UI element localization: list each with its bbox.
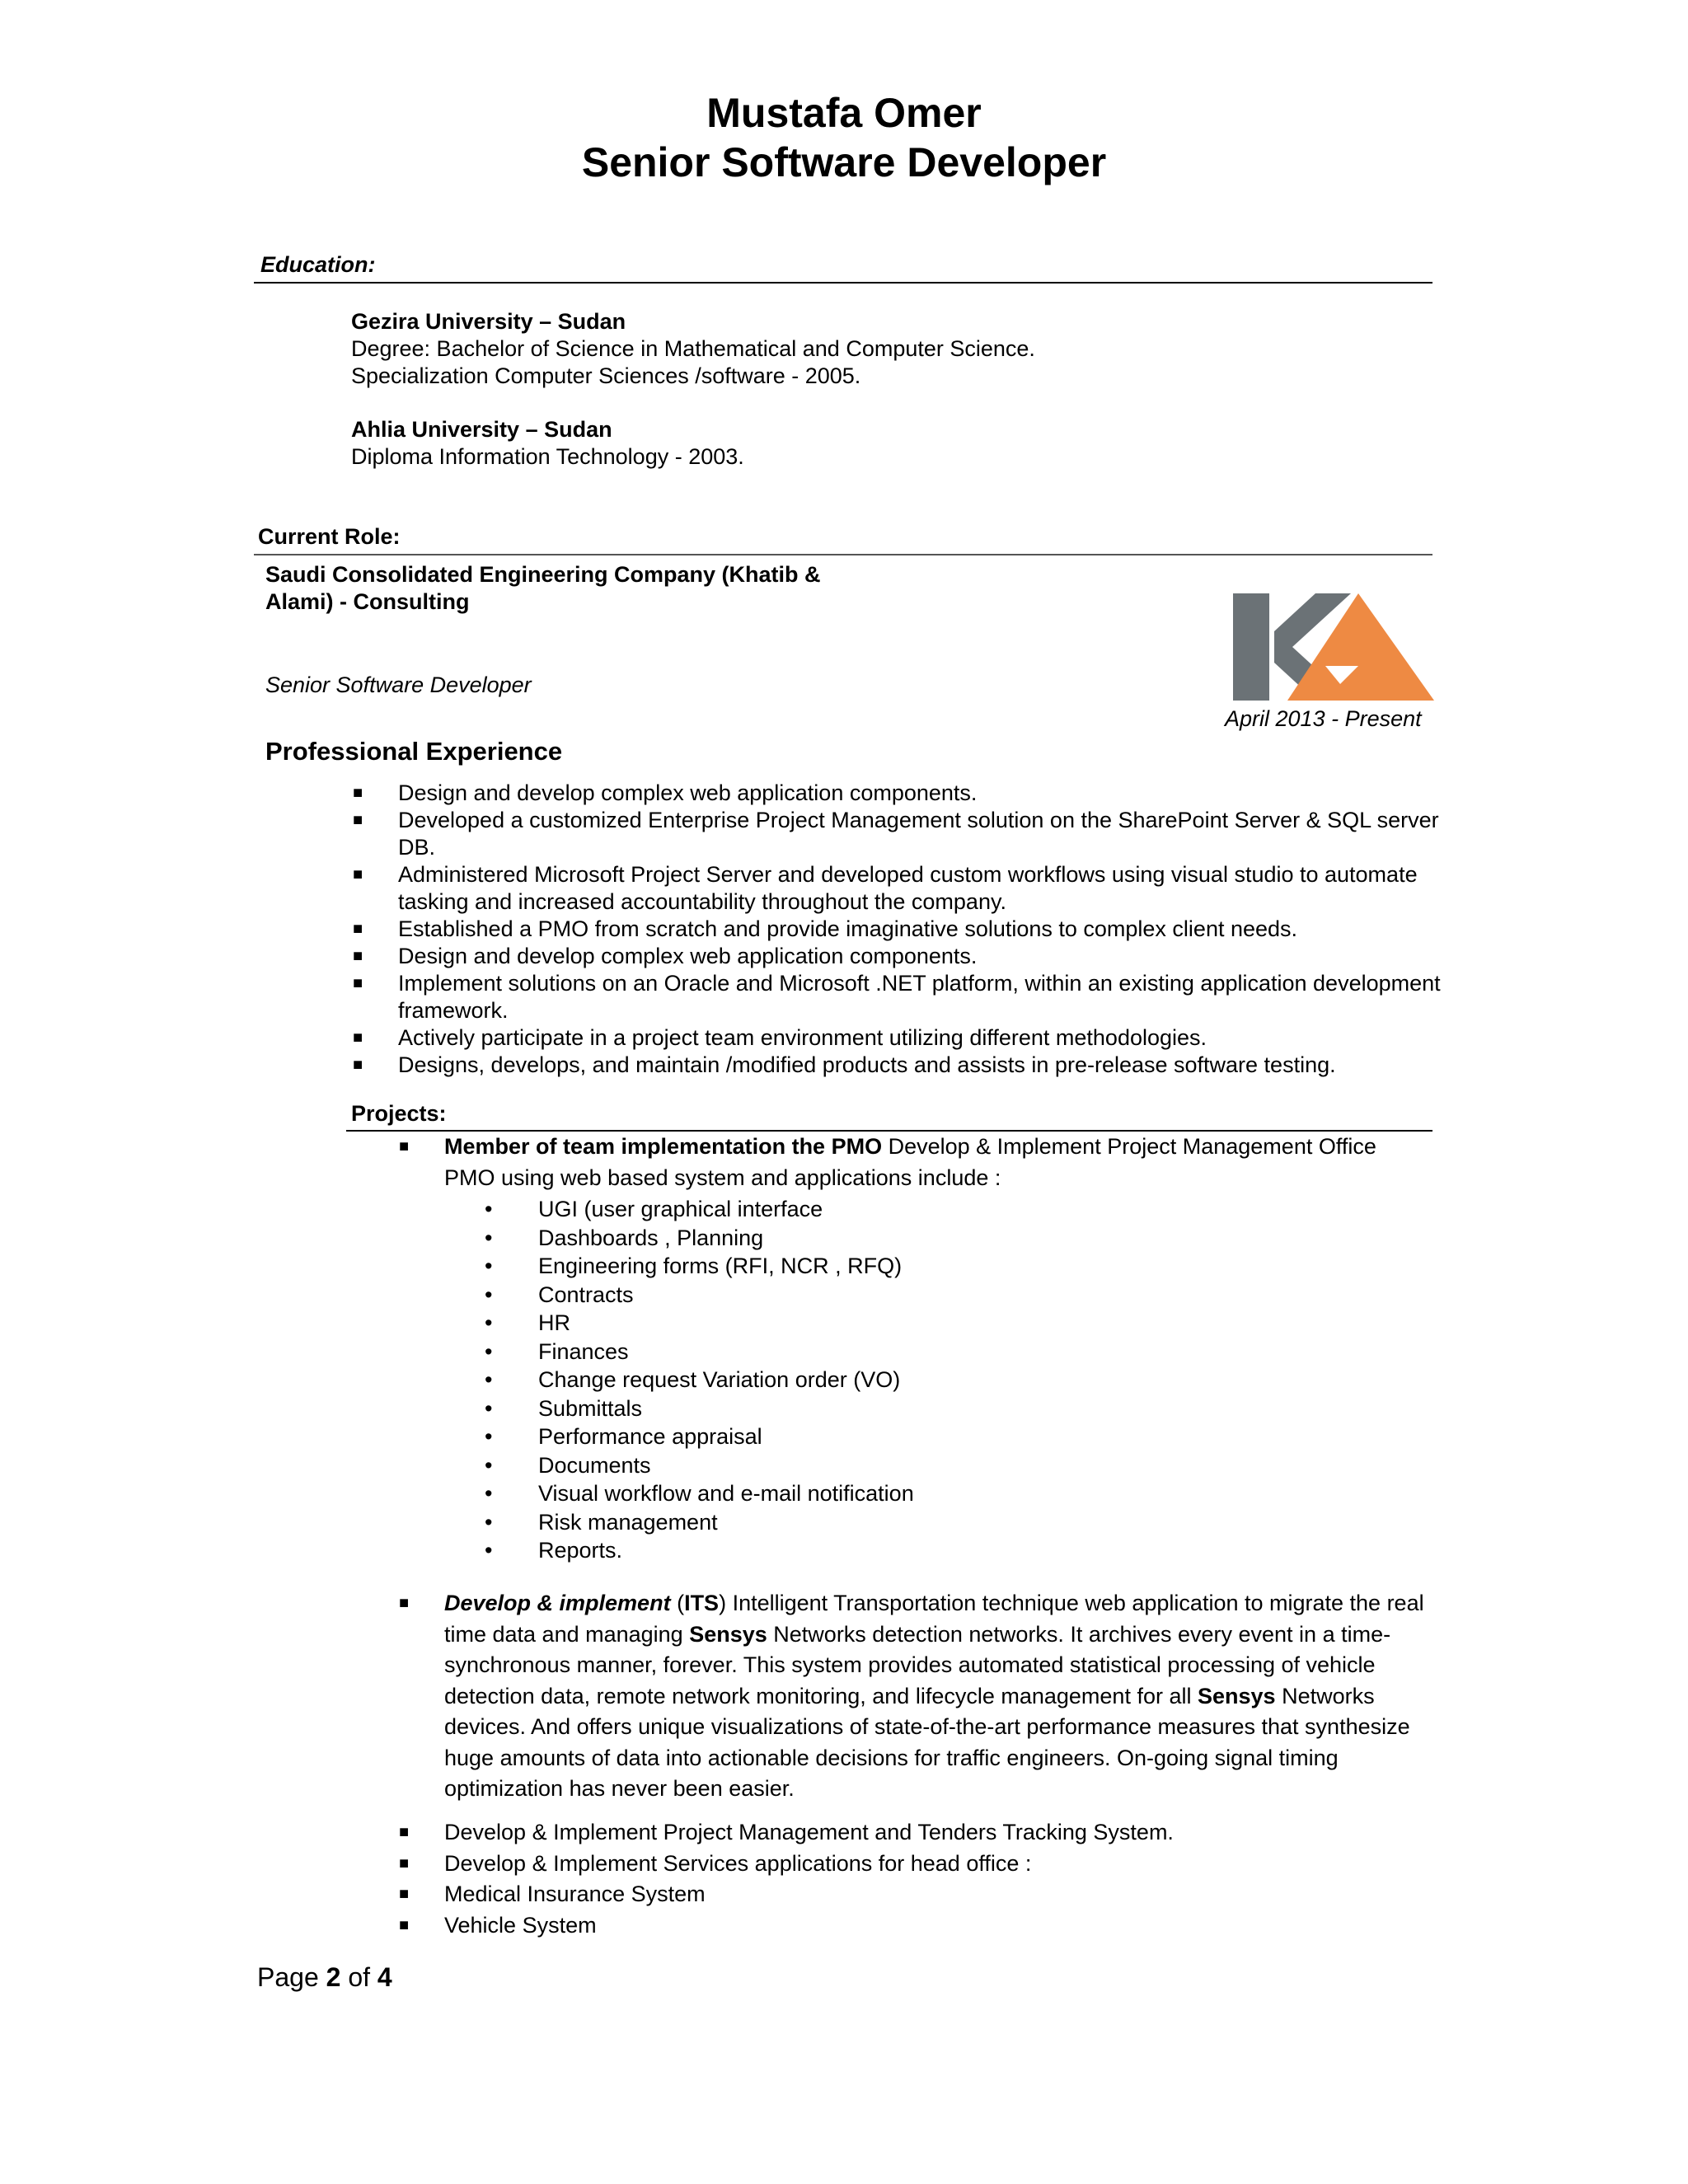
list-item: • Visual workflow and e-mail notification <box>485 1479 1391 1508</box>
list-item: • Reports. <box>485 1536 1391 1565</box>
list-item: • Performance appraisal <box>485 1422 1391 1451</box>
school-name: Ahlia University – Sudan <box>351 417 612 442</box>
list-item: • Documents <box>485 1451 1391 1480</box>
square-bullet-icon: ■ <box>399 1823 410 1841</box>
page-word: Page <box>257 1962 319 1992</box>
list-item: • Engineering forms (RFI, NCR , RFQ) <box>485 1252 1391 1281</box>
list-item: ■ Administered Microsoft Project Server and developed custom workflows using visual studio to automate tasking and increased accountability throughout the company. <box>353 862 1418 914</box>
list-item: • Risk management <box>485 1508 1391 1537</box>
list-item: • UGI (user graphical interface <box>485 1195 1391 1224</box>
its-project-list <box>399 1588 1432 1805</box>
round-bullet-icon: • <box>485 1452 493 1478</box>
list-item: ■ Develop & Implement Project Management and Tenders Tracking System. <box>399 1817 1432 1849</box>
candidate-title: Senior Software Developer <box>581 139 1107 185</box>
list-item: ■ Develop & Implement Services applications for head office : <box>399 1849 1432 1880</box>
list-item: • Finances <box>485 1338 1391 1366</box>
list-item: ■ Develop & implement (ITS) Intelligent Transportation technique web application to migrate the real time data and managing Sensys Networks detection networks. It archives every event in a time-synchronous manner, forever. This system provides automated statistical processing of vehicle detection data, remote network monitoring, and lifecycle management for all Sensys Networks devices. And offers unique visualizations of state-of-the-art performance measures that synthesize huge amounts of data into actionable decisions for traffic engineers. On-going signal timing optimization has never been easier. <box>399 1588 1432 1805</box>
square-bullet-icon: ■ <box>353 865 363 883</box>
list-item: • Submittals <box>485 1394 1391 1423</box>
square-bullet-icon: ■ <box>353 947 363 965</box>
page-number: 2 <box>326 1962 341 1992</box>
square-bullet-icon: ■ <box>399 1137 410 1155</box>
current-role-divider <box>254 554 1432 555</box>
list-item: ■ Medical Insurance System <box>399 1879 1432 1910</box>
round-bullet-icon: • <box>485 1367 493 1392</box>
education-entry <box>351 308 1035 390</box>
education-divider <box>254 282 1432 284</box>
round-bullet-icon: • <box>485 1282 493 1307</box>
list-item: • Dashboards , Planning <box>485 1224 1391 1253</box>
logo-k-stem <box>1233 593 1269 701</box>
round-bullet-icon: • <box>485 1197 493 1221</box>
role-position: Senior Software Developer <box>265 673 532 697</box>
square-bullet-icon: ■ <box>353 811 363 829</box>
round-bullet-icon: • <box>485 1538 493 1563</box>
list-item: ■ Developed a customized Enterprise Project Management solution on the SharePoint Server & SQL server DB. <box>353 808 1439 860</box>
education-entry <box>351 416 744 471</box>
school-name: Gezira University – Sudan <box>351 309 626 334</box>
square-bullet-icon: ■ <box>353 1029 363 1047</box>
other-projects-list <box>399 1817 1432 1941</box>
company-logo <box>1233 593 1434 701</box>
list-item: • HR <box>485 1309 1391 1338</box>
round-bullet-icon: • <box>485 1225 493 1250</box>
list-item: ■ Vehicle System <box>399 1910 1432 1942</box>
education-line: Degree: Bachelor of Science in Mathematical and Computer Science. <box>351 336 1035 361</box>
square-bullet-icon: ■ <box>399 1594 410 1612</box>
education-line: Diploma Information Technology - 2003. <box>351 444 744 469</box>
list-item: ■ Actively participate in a project team environment utilizing different methodologies. <box>353 1025 1207 1050</box>
role-dates: April 2013 - Present <box>1225 706 1422 731</box>
square-bullet-icon: ■ <box>353 784 363 802</box>
list-item: ■ Designs, develops, and maintain /modified products and assists in pre-release software testing. <box>353 1052 1336 1077</box>
education-label: Education: <box>260 252 376 277</box>
company-line: Alami) - Consulting <box>265 589 470 614</box>
experience-heading: Professional Experience <box>265 737 563 766</box>
list-item: ■ Established a PMO from scratch and provide imaginative solutions to complex client needs. <box>353 916 1298 941</box>
company-line: Saudi Consolidated Engineering Company (Khatib & <box>265 562 821 587</box>
list-item: ■ Design and develop complex web application components. <box>353 780 978 805</box>
of-word: of <box>348 1962 370 1992</box>
education-line: Specialization Computer Sciences /software - 2005. <box>351 363 861 388</box>
round-bullet-icon: • <box>485 1509 493 1535</box>
projects-list <box>399 1131 1432 1193</box>
square-bullet-icon: ■ <box>399 1854 410 1872</box>
square-bullet-icon: ■ <box>353 974 363 992</box>
square-bullet-icon: ■ <box>399 1915 410 1934</box>
candidate-name: Mustafa Omer <box>706 90 982 136</box>
pmo-module-list <box>485 1195 1391 1565</box>
list-item: ■ Design and develop complex web application components. <box>353 944 978 968</box>
list-item: ■ Member of team implementation the PMO Develop & Implement Project Management Office PMO using web based system and applications include : <box>399 1131 1432 1193</box>
square-bullet-icon: ■ <box>353 1056 363 1074</box>
square-bullet-icon: ■ <box>399 1885 410 1903</box>
current-role-label: Current Role: <box>258 524 401 549</box>
round-bullet-icon: • <box>485 1254 493 1278</box>
round-bullet-icon: • <box>485 1481 493 1506</box>
round-bullet-icon: • <box>485 1395 493 1421</box>
experience-list <box>353 780 1441 1079</box>
list-item: • Contracts <box>485 1281 1391 1310</box>
round-bullet-icon: • <box>485 1424 493 1449</box>
round-bullet-icon: • <box>485 1338 493 1364</box>
page-total: 4 <box>377 1962 392 1992</box>
list-item: ■ Implement solutions on an Oracle and Microsoft .NET platform, within an existing application development framework. <box>353 971 1441 1023</box>
projects-label: Projects: <box>351 1101 447 1126</box>
square-bullet-icon: ■ <box>353 920 363 938</box>
round-bullet-icon: • <box>485 1310 493 1335</box>
list-item: • Change request Variation order (VO) <box>485 1366 1391 1394</box>
company-name <box>265 561 821 616</box>
page-footer <box>257 1962 392 1993</box>
